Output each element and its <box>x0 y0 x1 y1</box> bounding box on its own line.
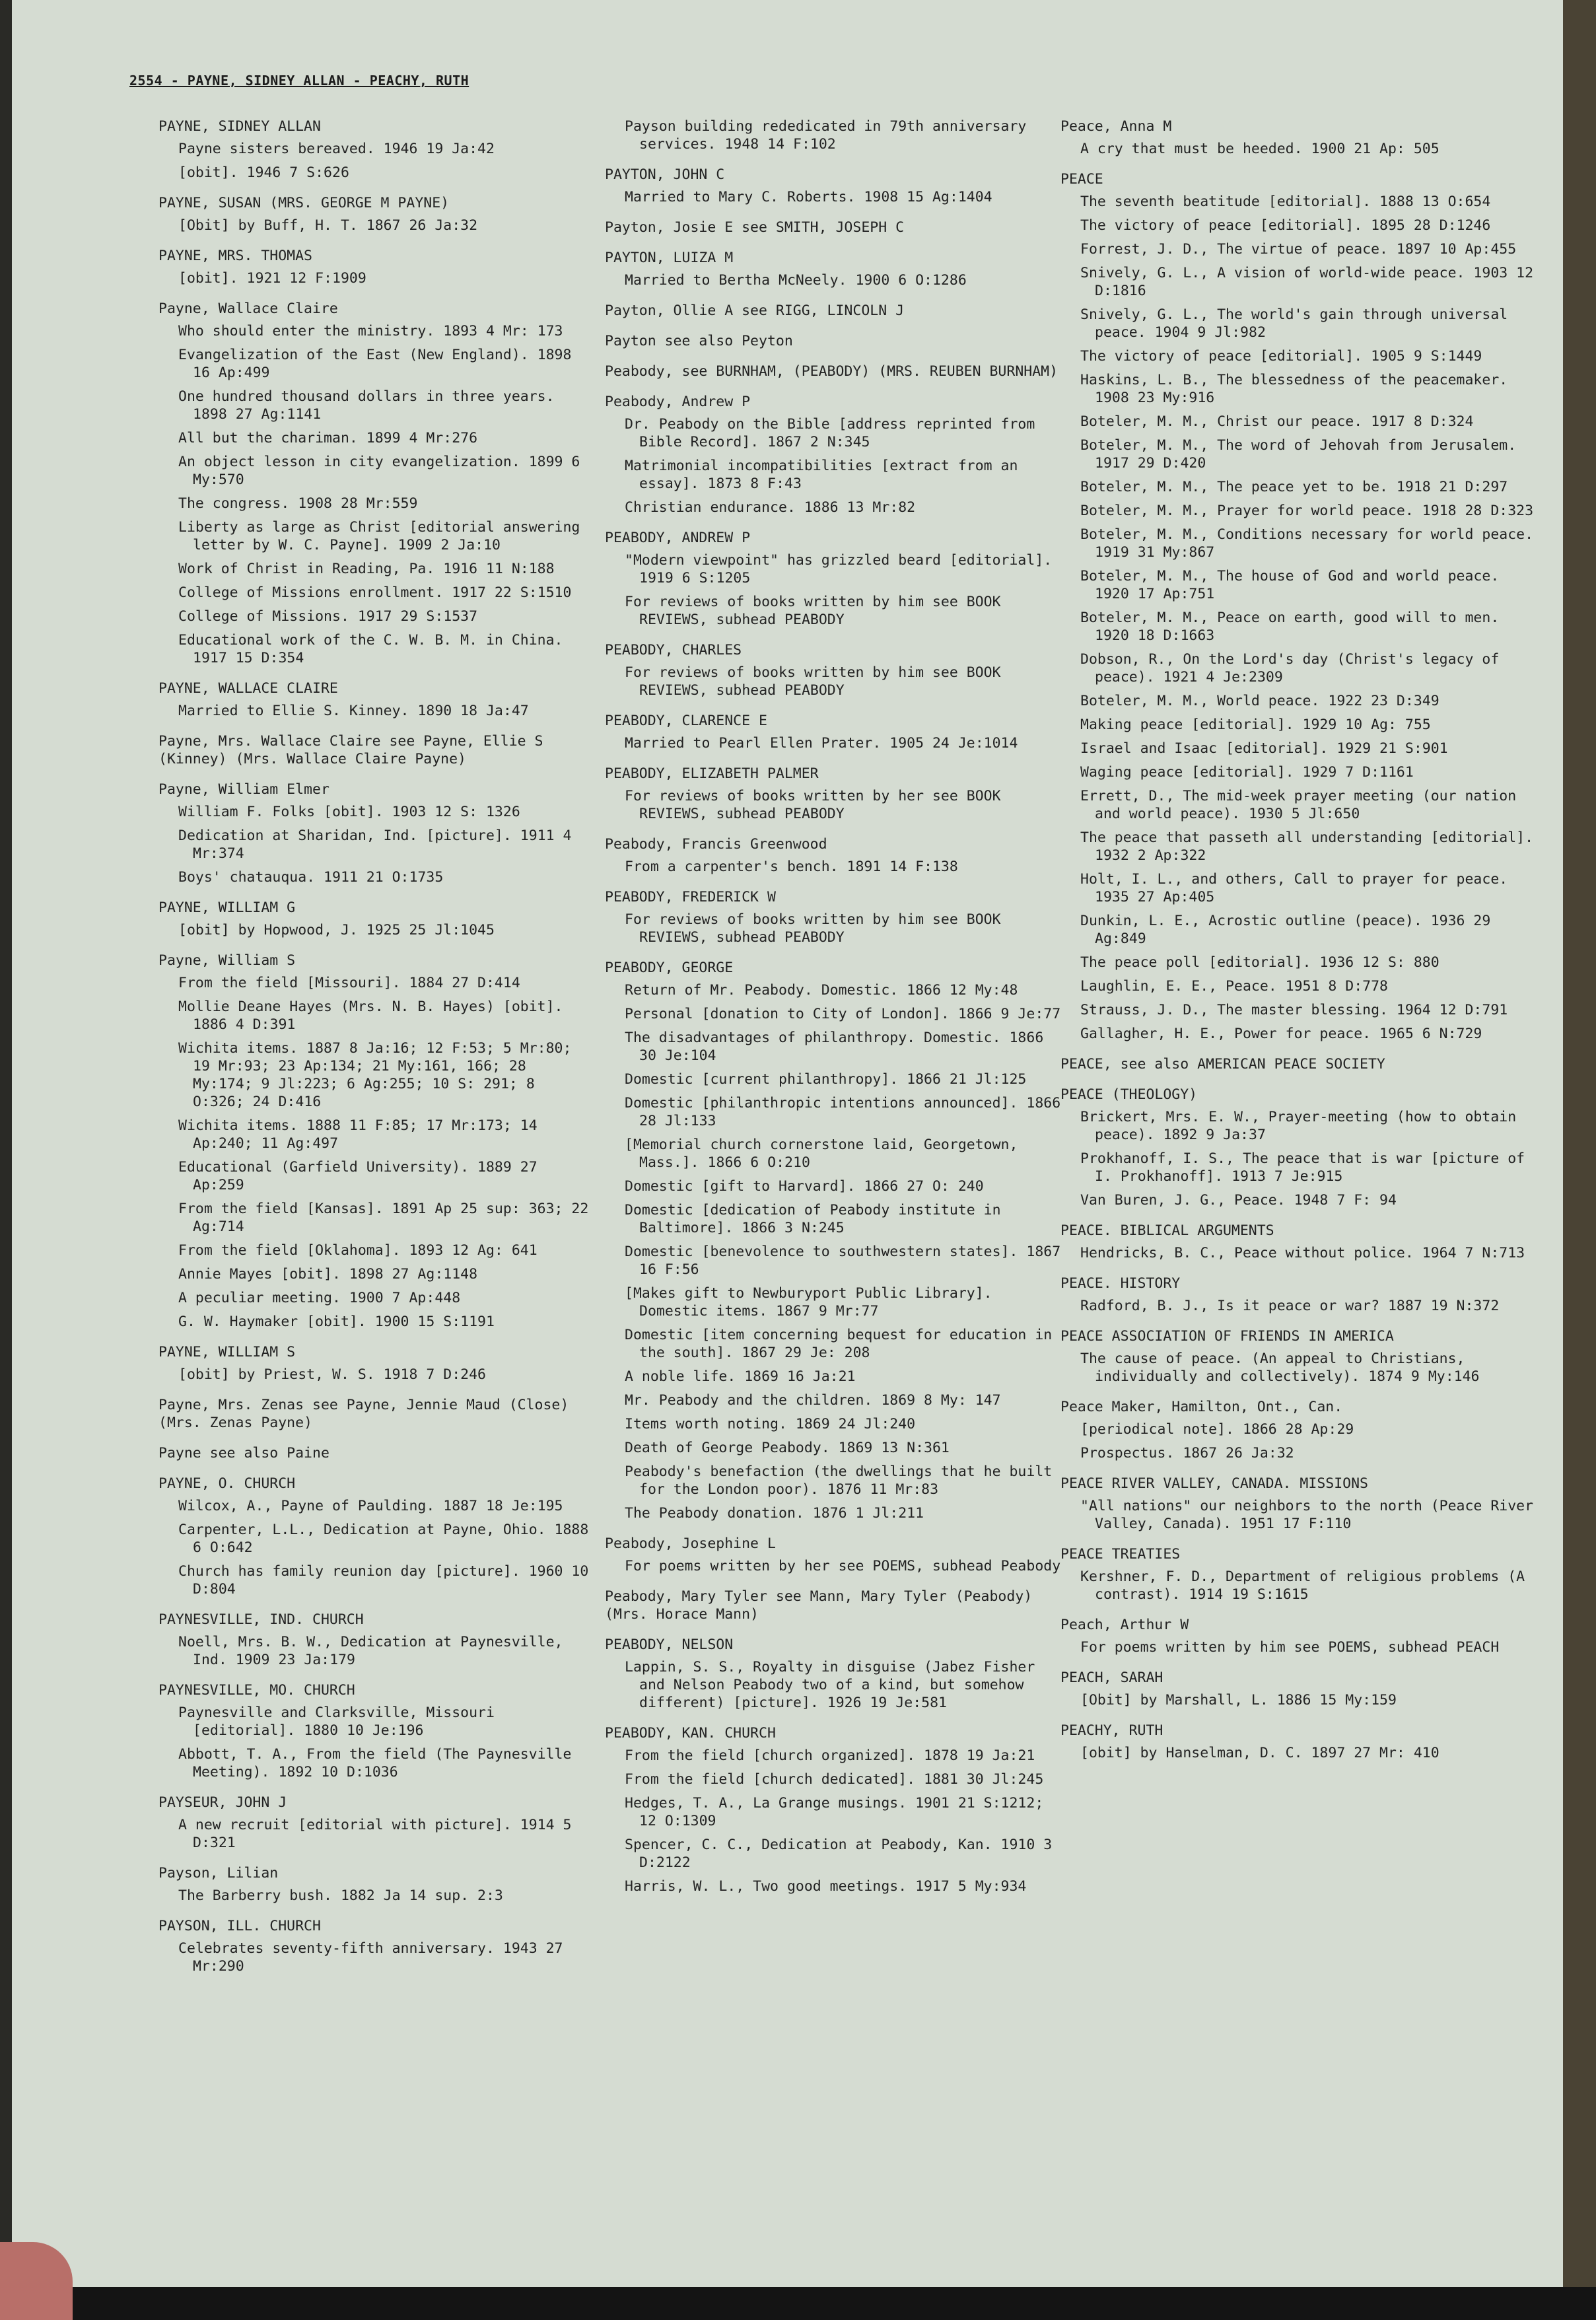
index-entry <box>605 332 1067 350</box>
entry-heading: PEABODY, FREDERICK W <box>605 889 776 905</box>
index-entry <box>605 166 1067 206</box>
index-entry <box>158 247 594 287</box>
index-entry <box>158 194 594 234</box>
entry-heading: PEACE. BIBLICAL ARGUMENTS <box>1060 1222 1274 1239</box>
index-entry <box>158 1475 594 1598</box>
citation: [Makes gift to Newburyport Public Library]. Domestic items. 1867 9 Mr:77 <box>625 1285 992 1319</box>
index-entry <box>1060 1275 1536 1315</box>
entry-heading: Peabody, Andrew P <box>605 394 751 410</box>
citation: Holt, I. L., and others, Call to prayer for peace. 1935 27 Ap:405 <box>1080 871 1508 905</box>
citation: Liberty as large as Christ [editorial answering letter by W. C. Payne]. 1909 2 Ja:10 <box>178 519 580 553</box>
index-entry <box>1060 1616 1536 1656</box>
citation: Dobson, R., On the Lord's day (Christ's legacy of peace). 1921 4 Je:2309 <box>1080 651 1500 685</box>
citation: The cause of peace. (An appeal to Christians, individually and collectively). 1874 9 My:146 <box>1080 1351 1480 1385</box>
citation: The disadvantages of philanthropy. Domestic. 1866 30 Je:104 <box>625 1030 1044 1064</box>
entry-heading: Peach, Arthur W <box>1060 1617 1189 1633</box>
entry-heading: Payson, Lilian <box>158 1865 279 1881</box>
entry-heading: PEACH, SARAH <box>1060 1670 1163 1686</box>
citation: [periodical note]. 1866 28 Ap:29 <box>1080 1421 1354 1438</box>
index-entry <box>1060 1545 1536 1603</box>
index-entry <box>158 118 594 182</box>
citation: Israel and Isaac [editorial]. 1929 21 S:901 <box>1080 740 1448 757</box>
entry-heading: Peabody, Mary Tyler see Mann, Mary Tyler (Peabody) (Mrs. Horace Mann) <box>605 1588 1033 1623</box>
index-entry <box>1060 170 1536 1043</box>
entry-heading: PEACE (THEOLOGY) <box>1060 1086 1198 1103</box>
citation: A peculiar meeting. 1900 7 Ap:448 <box>178 1290 461 1306</box>
entry-heading: PAYSON, ILL. CHURCH <box>158 1918 321 1934</box>
citation: From a carpenter's bench. 1891 14 F:138 <box>625 859 958 875</box>
citation: Domestic [gift to Harvard]. 1866 27 O: 240 <box>625 1178 984 1195</box>
citation: Radford, B. J., Is it peace or war? 1887 19 N:372 <box>1080 1298 1500 1314</box>
citation: Wichita items. 1888 11 F:85; 17 Mr:173; 14 Ap:240; 11 Ag:497 <box>178 1117 538 1152</box>
citation: Prokhanoff, I. S., The peace that is war [picture of I. Prokhanoff]. 1913 7 Je:915 <box>1080 1150 1525 1185</box>
citation: Making peace [editorial]. 1929 10 Ag: 755 <box>1080 717 1431 733</box>
index-entry <box>1060 1398 1536 1462</box>
citation: College of Missions enrollment. 1917 22 S:1510 <box>178 584 572 601</box>
entry-heading: PEABODY, ANDREW P <box>605 530 751 546</box>
citation: [obit]. 1921 12 F:1909 <box>178 270 366 287</box>
citation: Snively, G. L., The world's gain through universal peace. 1904 9 Jl:982 <box>1080 306 1508 341</box>
citation: Dunkin, L. E., Acrostic outline (peace). 1936 29 Ag:849 <box>1080 913 1491 947</box>
citation: [Memorial church cornerstone laid, Georgetown, Mass.]. 1866 6 O:210 <box>625 1137 1018 1171</box>
citation: Lappin, S. S., Royalty in disguise (Jabez Fisher and Nelson Peabody two of a kind, but somehow different) [picture]. 1926 19 Je:581 <box>625 1659 1035 1711</box>
index-entry <box>158 1794 594 1852</box>
citation: For reviews of books written by him see BOOK REVIEWS, subhead PEABODY <box>625 594 1001 628</box>
index-entry <box>158 1611 594 1669</box>
index-entry <box>1060 1086 1536 1209</box>
index-entry <box>605 118 1067 153</box>
citation: A cry that must be heeded. 1900 21 Ap: 505 <box>1080 141 1440 157</box>
entry-heading: PEACE TREATIES <box>1060 1546 1181 1563</box>
citation: Laughlin, E. E., Peace. 1951 8 D:778 <box>1080 978 1388 995</box>
citation: Christian endurance. 1886 13 Mr:82 <box>625 499 916 516</box>
entry-heading: Payne, William S <box>158 952 296 969</box>
citation: Educational work of the C. W. B. M. in China. 1917 15 D:354 <box>178 632 563 666</box>
entry-heading: PAYTON, JOHN C <box>605 166 725 183</box>
citation: Prospectus. 1867 26 Ja:32 <box>1080 1445 1294 1461</box>
entry-heading: PEABODY, CLARENCE E <box>605 713 767 729</box>
entry-heading: Payne see also Paine <box>158 1445 330 1461</box>
entry-heading: Payne, Wallace Claire <box>158 300 338 317</box>
citation: Paynesville and Clarksville, Missouri [editorial]. 1880 10 Je:196 <box>178 1705 495 1739</box>
citation: One hundred thousand dollars in three years. 1898 27 Ag:1141 <box>178 388 555 423</box>
entry-heading: Peabody, Francis Greenwood <box>605 836 827 853</box>
citation: Boteler, M. M., The peace yet to be. 1918 21 D:297 <box>1080 479 1508 495</box>
citation: Snively, G. L., A vision of world-wide peace. 1903 12 D:1816 <box>1080 265 1534 299</box>
index-entry <box>1060 1475 1536 1533</box>
citation: Work of Christ in Reading, Pa. 1916 11 N:188 <box>178 561 555 577</box>
page-header: 2554 - PAYNE, SIDNEY ALLAN - PEACHY, RUTH <box>129 73 469 88</box>
citation: A new recruit [editorial with picture]. 1914 5 D:321 <box>178 1817 572 1851</box>
entry-heading: PEABODY, NELSON <box>605 1636 734 1653</box>
citation: Boteler, M. M., The word of Jehovah from Jerusalem. 1917 29 D:420 <box>1080 437 1517 472</box>
entry-heading: PEACE RIVER VALLEY, CANADA. MISSIONS <box>1060 1475 1368 1492</box>
citation: [Obit] by Marshall, L. 1886 15 My:159 <box>1080 1692 1397 1708</box>
citation: Boteler, M. M., Prayer for world peace. 1918 28 D:323 <box>1080 503 1534 519</box>
citation: The Barberry bush. 1882 Ja 14 sup. 2:3 <box>178 1887 503 1904</box>
entry-heading: PAYNESVILLE, IND. CHURCH <box>158 1611 364 1628</box>
citation: Noell, Mrs. B. W., Dedication at Paynesville, Ind. 1909 23 Ja:179 <box>178 1634 563 1668</box>
column-1 <box>158 118 594 1988</box>
citation: Mollie Deane Hayes (Mrs. N. B. Hayes) [obit]. 1886 4 D:391 <box>178 999 563 1033</box>
entry-heading: PEACE ASSOCIATION OF FRIENDS IN AMERICA <box>1060 1328 1394 1345</box>
citation: Dr. Peabody on the Bible [address reprinted from Bible Record]. 1867 2 N:345 <box>625 416 1035 450</box>
entry-heading: PEACHY, RUTH <box>1060 1722 1163 1739</box>
citation: Who should enter the ministry. 1893 4 Mr: 173 <box>178 323 563 339</box>
citation: The victory of peace [editorial]. 1905 9 S:1449 <box>1080 348 1482 365</box>
index-entry <box>158 732 594 768</box>
citation: [obit] by Hanselman, D. C. 1897 27 Mr: 410 <box>1080 1745 1440 1761</box>
citation: Domestic [item concerning bequest for education in the south]. 1867 29 Je: 208 <box>625 1327 1053 1361</box>
index-entry <box>605 219 1067 236</box>
citation: Domestic [philanthropic intentions announced]. 1866 28 Jl:133 <box>625 1095 1061 1129</box>
citation: Boteler, M. M., Christ our peace. 1917 8 D:324 <box>1080 413 1474 430</box>
citation: Death of George Peabody. 1869 13 N:361 <box>625 1440 950 1456</box>
citation: College of Missions. 1917 29 S:1537 <box>178 608 478 625</box>
citation: For reviews of books written by him see BOOK REVIEWS, subhead PEABODY <box>625 911 1001 946</box>
citation: The peace that passeth all understanding [editorial]. 1932 2 Ap:322 <box>1080 829 1534 864</box>
citation: Kershner, F. D., Department of religious problems (A contrast). 1914 19 S:1615 <box>1080 1568 1525 1603</box>
index-entry <box>605 641 1067 699</box>
citation: Forrest, J. D., The virtue of peace. 1897 10 Ap:455 <box>1080 241 1517 258</box>
index-entry <box>158 1343 594 1384</box>
index-entry <box>1060 1222 1536 1262</box>
citation: Van Buren, J. G., Peace. 1948 7 F: 94 <box>1080 1192 1397 1209</box>
index-page <box>12 0 1564 2292</box>
citation: Brickert, Mrs. E. W., Prayer-meeting (how to obtain peace). 1892 9 Ja:37 <box>1080 1109 1517 1143</box>
citation: Items worth noting. 1869 24 Jl:240 <box>625 1416 916 1432</box>
index-entry <box>605 1724 1067 1895</box>
citation: The victory of peace [editorial]. 1895 28 D:1246 <box>1080 217 1491 234</box>
citation: For reviews of books written by him see BOOK REVIEWS, subhead PEABODY <box>625 664 1001 699</box>
citation: Educational (Garfield University). 1889 27 Ap:259 <box>178 1159 538 1193</box>
index-entry <box>605 1636 1067 1712</box>
citation: "All nations" our neighbors to the north (Peace River Valley, Canada). 1951 17 F:110 <box>1080 1498 1534 1532</box>
citation: The seventh beatitude [editorial]. 1888 13 O:654 <box>1080 193 1491 210</box>
citation: "Modern viewpoint" has grizzled beard [editorial]. 1919 6 S:1205 <box>625 552 1053 586</box>
thumb <box>0 2242 73 2320</box>
citation: Errett, D., The mid-week prayer meeting (our nation and world peace). 1930 5 Jl:650 <box>1080 788 1517 822</box>
citation: Domestic [current philanthropy]. 1866 21 Jl:125 <box>625 1071 1027 1088</box>
index-entry <box>1060 1055 1536 1073</box>
index-entry <box>158 1396 594 1432</box>
index-entry <box>158 1681 594 1781</box>
citation: Married to Pearl Ellen Prater. 1905 24 Je:1014 <box>625 735 1018 752</box>
entry-heading: PEACE, see also AMERICAN PEACE SOCIETY <box>1060 1056 1385 1072</box>
index-entry <box>605 1535 1067 1575</box>
citation: Married to Mary C. Roberts. 1908 15 Ag:1404 <box>625 189 992 205</box>
index-entry <box>605 835 1067 876</box>
citation: The congress. 1908 28 Mr:559 <box>178 495 418 512</box>
citation: Hendricks, B. C., Peace without police. 1964 7 N:713 <box>1080 1245 1525 1261</box>
entry-heading: Payton, Ollie A see RIGG, LINCOLN J <box>605 302 905 319</box>
entry-heading: PEACE <box>1060 171 1103 188</box>
citation: Evangelization of the East (New England). 1898 16 Ap:499 <box>178 347 572 381</box>
citation: [obit]. 1946 7 S:626 <box>178 164 349 181</box>
citation: For reviews of books written by her see BOOK REVIEWS, subhead PEABODY <box>625 788 1001 822</box>
citation: From the field [church dedicated]. 1881 30 Jl:245 <box>625 1771 1044 1788</box>
citation: From the field [church organized]. 1878 19 Ja:21 <box>625 1747 1035 1764</box>
citation: Waging peace [editorial]. 1929 7 D:1161 <box>1080 764 1414 781</box>
citation: Wilcox, A., Payne of Paulding. 1887 18 Je:195 <box>178 1498 563 1514</box>
index-entry <box>605 1588 1067 1623</box>
entry-heading: PEABODY, ELIZABETH PALMER <box>605 765 819 782</box>
entry-heading: PAYNE, SUSAN (MRS. GEORGE M PAYNE) <box>158 195 450 211</box>
citation: Boteler, M. M., World peace. 1922 23 D:349 <box>1080 693 1440 709</box>
index-entry <box>158 952 594 1331</box>
citation: From the field [Kansas]. 1891 Ap 25 sup: 363; 22 Ag:714 <box>178 1201 589 1235</box>
citation: For poems written by her see POEMS, subhead Peabody <box>625 1558 1061 1574</box>
citation: Mr. Peabody and the children. 1869 8 My: 147 <box>625 1392 1001 1409</box>
entry-heading: PAYNE, MRS. THOMAS <box>158 248 312 264</box>
citation: Carpenter, L.L., Dedication at Payne, Ohio. 1888 6 O:642 <box>178 1522 589 1556</box>
citation: An object lesson in city evangelization. 1899 6 My:570 <box>178 454 580 488</box>
index-entry <box>158 680 594 720</box>
citation: Church has family reunion day [picture]. 1960 10 D:804 <box>178 1563 589 1598</box>
citation: For poems written by him see POEMS, subhead PEACH <box>1080 1639 1500 1656</box>
index-entry <box>158 1917 594 1975</box>
index-entry <box>605 393 1067 516</box>
citation: Boteler, M. M., Peace on earth, good will to men. 1920 18 D:1663 <box>1080 610 1500 644</box>
citation: [Obit] by Buff, H. T. 1867 26 Ja:32 <box>178 217 478 234</box>
citation: Boys' chatauqua. 1911 21 O:1735 <box>178 869 444 886</box>
entry-heading: PEABODY, KAN. CHURCH <box>605 1725 776 1741</box>
entry-heading: Peace, Anna M <box>1060 118 1172 135</box>
entry-heading: Payne, Mrs. Wallace Claire see Payne, Ellie S (Kinney) (Mrs. Wallace Claire Payne) <box>158 733 543 767</box>
citation: From the field [Missouri]. 1884 27 D:414 <box>178 975 520 991</box>
entry-heading: PAYNE, WILLIAM S <box>158 1344 296 1360</box>
citation: Boteler, M. M., Conditions necessary for world peace. 1919 31 My:867 <box>1080 526 1534 561</box>
citation: From the field [Oklahoma]. 1893 12 Ag: 641 <box>178 1242 538 1259</box>
index-entry <box>1060 118 1536 158</box>
column-2 <box>605 118 1067 1908</box>
citation: G. W. Haymaker [obit]. 1900 15 S:1191 <box>178 1314 495 1330</box>
citation: Annie Mayes [obit]. 1898 27 Ag:1148 <box>178 1266 478 1283</box>
index-entry <box>605 363 1067 380</box>
citation: Gallagher, H. E., Power for peace. 1965 6 N:729 <box>1080 1026 1482 1042</box>
citation: All but the chariman. 1899 4 Mr:276 <box>178 430 478 446</box>
citation: Boteler, M. M., The house of God and world peace. 1920 17 Ap:751 <box>1080 568 1500 602</box>
index-entry <box>158 781 594 886</box>
entry-heading: PAYNE, WILLIAM G <box>158 899 296 916</box>
index-entry <box>158 300 594 667</box>
citation: The Peabody donation. 1876 1 Jl:211 <box>625 1505 924 1522</box>
index-entry <box>1060 1722 1536 1762</box>
citation: Domestic [dedication of Peabody institute in Baltimore]. 1866 3 N:245 <box>625 1202 1001 1236</box>
citation: The peace poll [editorial]. 1936 12 S: 880 <box>1080 954 1440 971</box>
entry-heading: PAYSEUR, JOHN J <box>158 1794 287 1811</box>
citation: Dedication at Sharidan, Ind. [picture]. 1911 4 Mr:374 <box>178 827 572 862</box>
index-entry <box>605 249 1067 289</box>
column-3 <box>1060 118 1536 1775</box>
citation: Return of Mr. Peabody. Domestic. 1866 12 My:48 <box>625 982 1018 999</box>
entry-heading: PAYNE, SIDNEY ALLAN <box>158 118 321 135</box>
index-entry <box>158 899 594 939</box>
entry-heading: PEACE. HISTORY <box>1060 1275 1181 1292</box>
citation: Payson building rededicated in 79th anniversary services. 1948 14 F:102 <box>625 118 1027 153</box>
entry-heading: PEABODY, CHARLES <box>605 642 742 658</box>
index-entry <box>605 302 1067 320</box>
index-entry <box>605 529 1067 629</box>
index-entry <box>158 1444 594 1462</box>
citation: A noble life. 1869 16 Ja:21 <box>625 1368 856 1385</box>
entry-heading: Peabody, see BURNHAM, (PEABODY) (MRS. REUBEN BURNHAM) <box>605 363 1058 380</box>
entry-heading: Peace Maker, Hamilton, Ont., Can. <box>1060 1399 1343 1415</box>
citation: Domestic [benevolence to southwestern states]. 1867 16 F:56 <box>625 1244 1061 1278</box>
citation: Haskins, L. B., The blessedness of the peacemaker. 1908 23 My:916 <box>1080 372 1508 406</box>
citation: Abbott, T. A., From the field (The Paynesville Meeting). 1892 10 D:1036 <box>178 1746 572 1780</box>
entry-heading: PAYTON, LUIZA M <box>605 250 734 266</box>
entry-heading: Payne, Mrs. Zenas see Payne, Jennie Maud (Close) (Mrs. Zenas Payne) <box>158 1397 569 1431</box>
citation: Married to Bertha McNeely. 1900 6 O:1286 <box>625 272 967 289</box>
citation: [obit] by Priest, W. S. 1918 7 D:246 <box>178 1366 486 1383</box>
book-spine-edge <box>1563 0 1596 2320</box>
entry-heading: PAYNE, O. CHURCH <box>158 1475 296 1492</box>
entry-heading: Payne, William Elmer <box>158 781 330 798</box>
citation: Celebrates seventy-fifth anniversary. 1943 27 Mr:290 <box>178 1940 563 1975</box>
citation: Hedges, T. A., La Grange musings. 1901 21 S:1212; 12 O:1309 <box>625 1795 1044 1829</box>
entry-heading: Payton, Josie E see SMITH, JOSEPH C <box>605 219 905 236</box>
index-entry <box>605 712 1067 752</box>
entry-heading: PAYNE, WALLACE CLAIRE <box>158 680 338 697</box>
citation: Peabody's benefaction (the dwellings that he built for the London poor). 1876 11 Mr:83 <box>625 1463 1053 1498</box>
index-entry <box>1060 1327 1536 1386</box>
citation: Payne sisters bereaved. 1946 19 Ja:42 <box>178 141 495 157</box>
entry-heading: Payton see also Peyton <box>605 333 793 349</box>
citation: Spencer, C. C., Dedication at Peabody, Kan. 1910 3 D:2122 <box>625 1837 1053 1871</box>
index-entry <box>605 888 1067 946</box>
entry-heading: PAYNESVILLE, MO. CHURCH <box>158 1682 355 1699</box>
citation: Personal [donation to City of London]. 1866 9 Je:77 <box>625 1006 1061 1022</box>
entry-heading: PEABODY, GEORGE <box>605 960 734 976</box>
index-entry <box>158 1864 594 1905</box>
index-entry <box>1060 1669 1536 1709</box>
citation: Harris, W. L., Two good meetings. 1917 5 My:934 <box>625 1878 1027 1895</box>
scan-bottom-edge <box>0 2287 1596 2320</box>
citation: Married to Ellie S. Kinney. 1890 18 Ja:47 <box>178 703 529 719</box>
citation: Strauss, J. D., The master blessing. 1964 12 D:791 <box>1080 1002 1508 1018</box>
index-entry <box>605 959 1067 1522</box>
entry-heading: Peabody, Josephine L <box>605 1535 776 1552</box>
index-entry <box>605 765 1067 823</box>
citation: Matrimonial incompatibilities [extract from an essay]. 1873 8 F:43 <box>625 458 1018 492</box>
citation: Wichita items. 1887 8 Ja:16; 12 F:53; 5 Mr:80; 19 Mr:93; 23 Ap:134; 21 My:161, 166; 28 My:174; 9 Jl:223; 6 Ag:255; 10 S: 291; 8 O:326; 24 D:416 <box>178 1040 572 1110</box>
citation: [obit] by Hopwood, J. 1925 25 Jl:1045 <box>178 922 495 938</box>
citation: William F. Folks [obit]. 1903 12 S: 1326 <box>178 804 520 820</box>
